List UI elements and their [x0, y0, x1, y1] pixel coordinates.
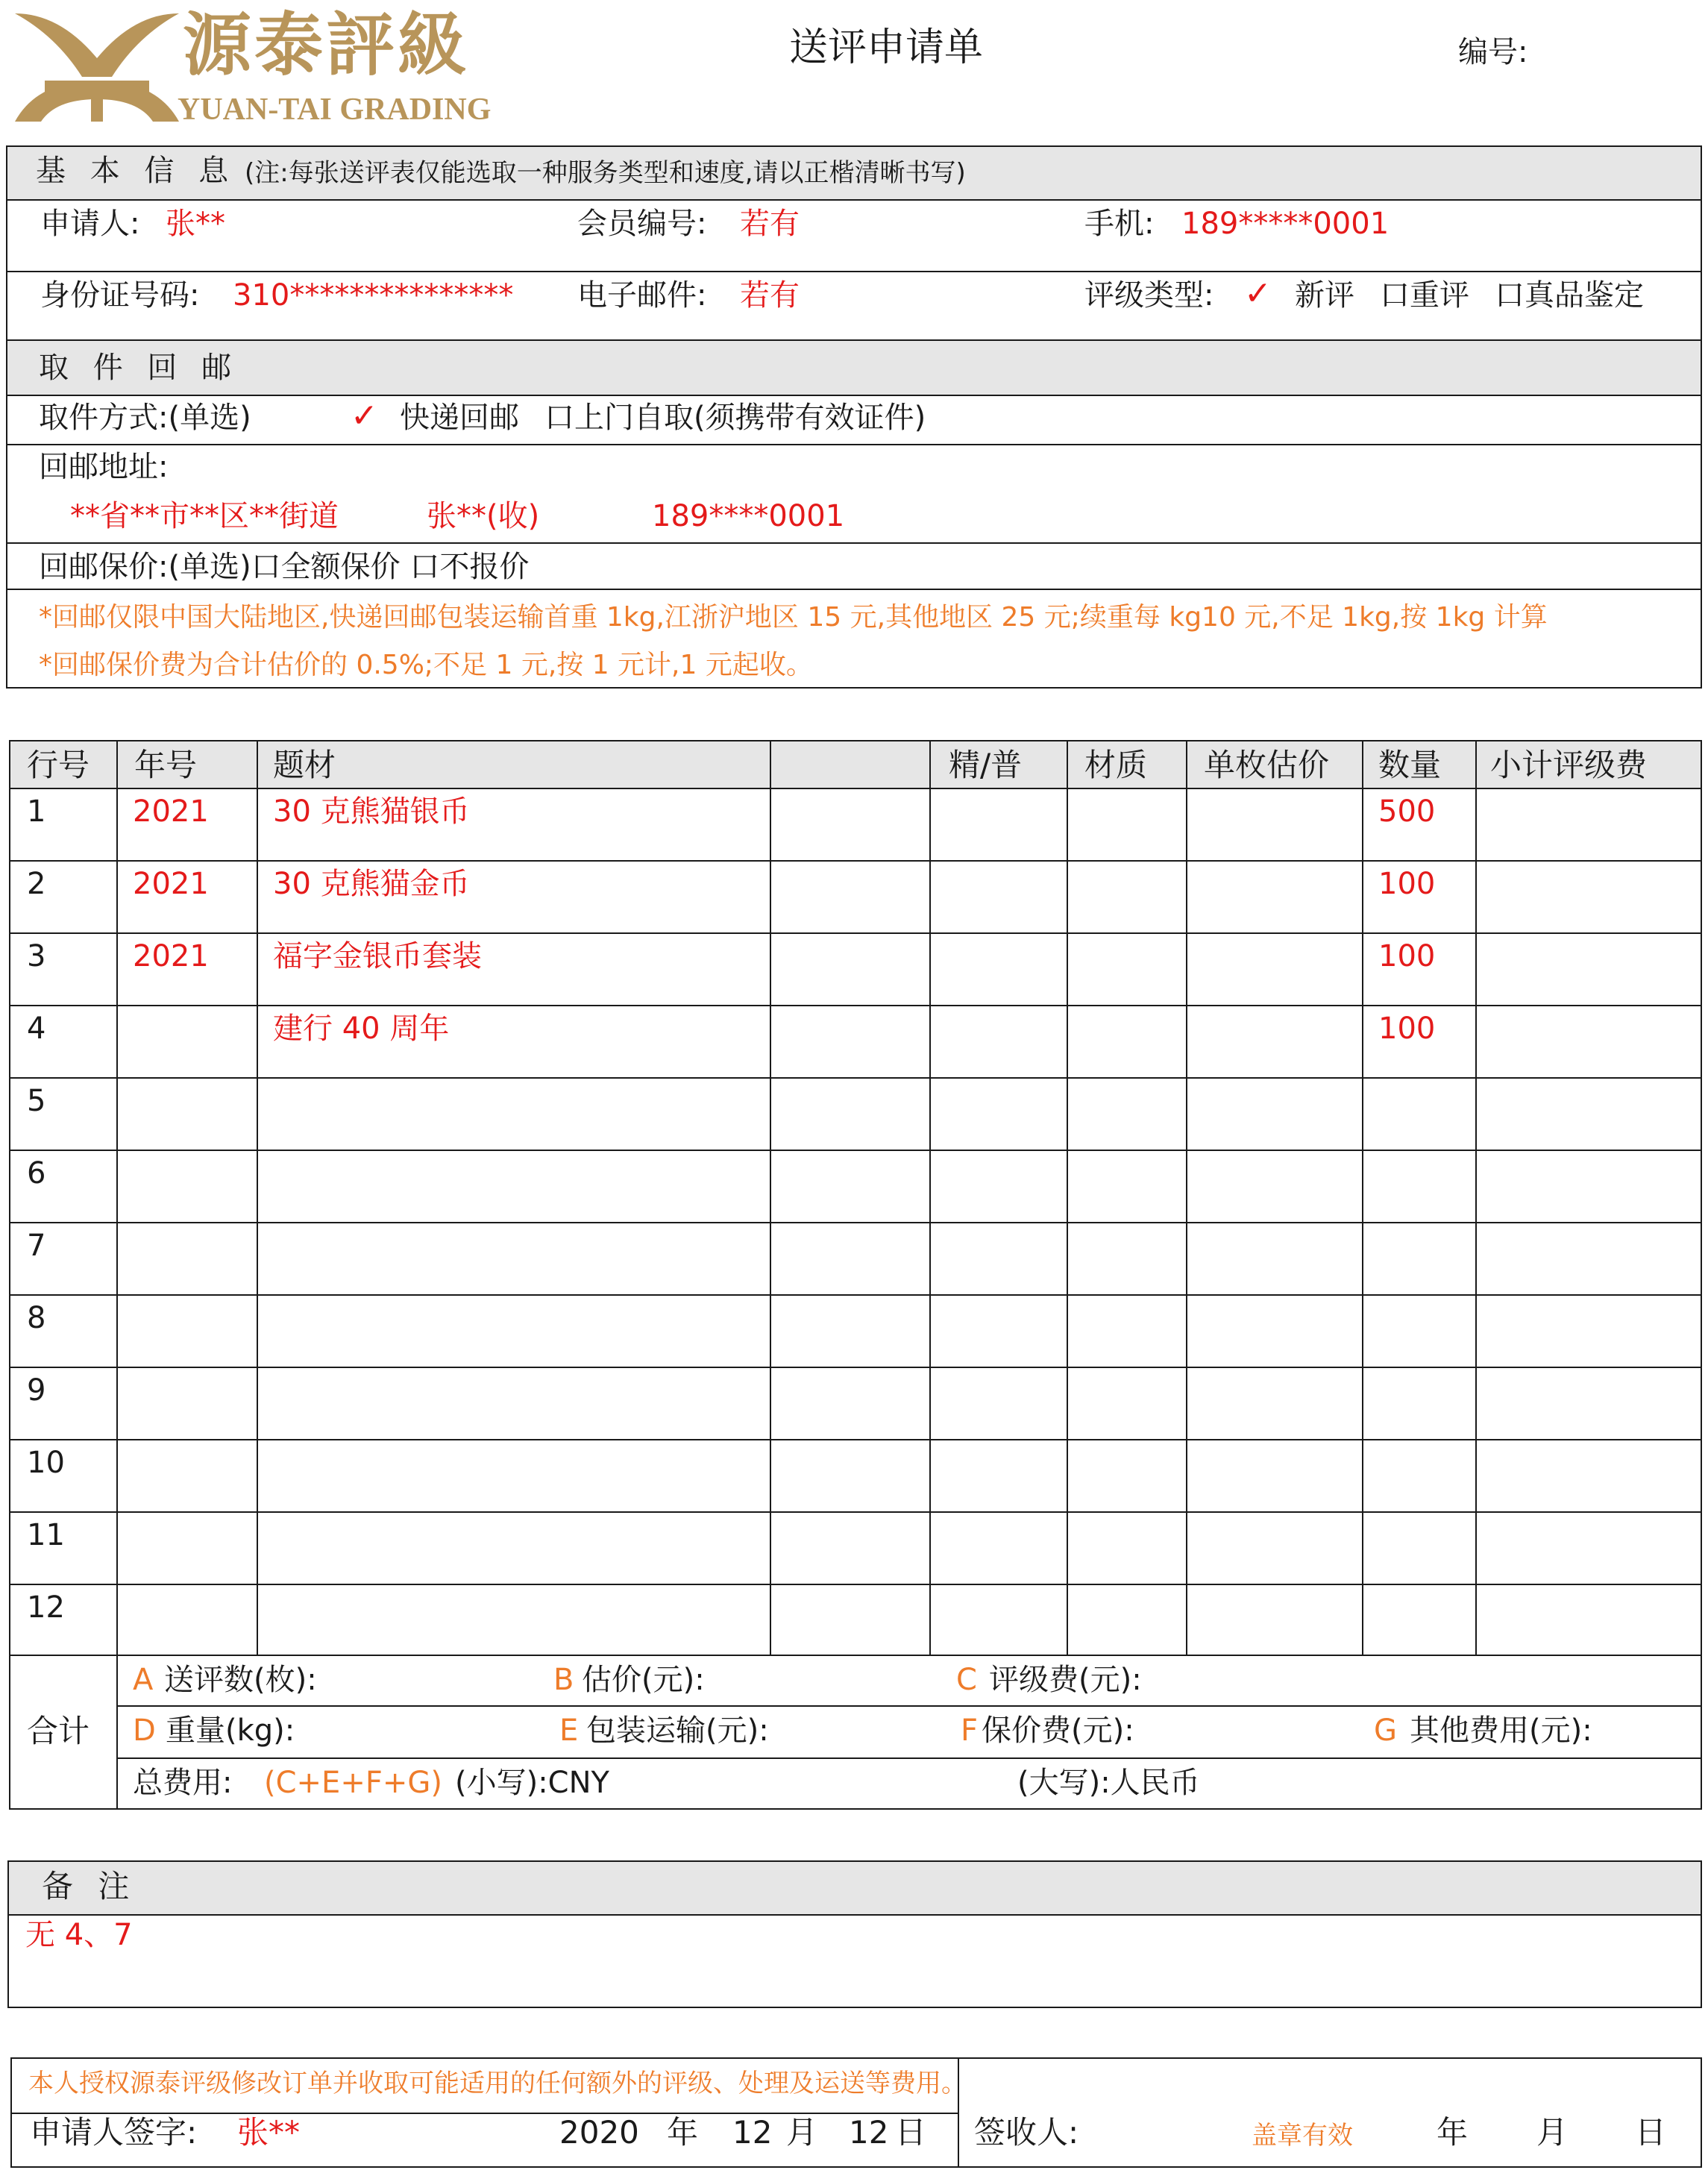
- authorization-statement: 本人授权源泰评级修改订单并收取可能适用的任何额外的评级、处理及运送等费用。: [28, 2069, 967, 2098]
- id-number-label: 身份证号码:: [40, 278, 200, 313]
- total-fee-formula: (C+E+F+G): [264, 1766, 442, 1800]
- recipient-value[interactable]: 张**(收): [427, 499, 540, 533]
- total-count-label: 送评数(枚):: [164, 1663, 317, 1697]
- phone-label: 手机:: [1084, 207, 1155, 241]
- row-number: 10: [27, 1446, 65, 1480]
- basic-info-note: (注:每张送评表仅能选取一种服务类型和速度,请以正楷清晰书写): [245, 158, 966, 188]
- grading-fee-letter: C: [956, 1663, 977, 1697]
- grading-type-label: 评级类型:: [1084, 278, 1214, 313]
- page-title: 送评申请单: [789, 25, 984, 70]
- row-quantity[interactable]: 100: [1378, 939, 1436, 973]
- total-fee-label: 总费用:: [133, 1766, 233, 1800]
- row-subject[interactable]: 建行 40 周年: [273, 1012, 450, 1046]
- pickup-method-express[interactable]: 快递回邮: [400, 401, 519, 435]
- applicant-label: 申请人:: [40, 207, 140, 241]
- row-number: 1: [27, 794, 46, 829]
- col-header-line-no: 行号: [27, 747, 90, 783]
- stamp-note: 盖章有效: [1252, 2121, 1353, 2151]
- sign-year-label: 年: [667, 2114, 699, 2151]
- total-fee-big: (大写):人民币: [1017, 1766, 1200, 1800]
- insurance-fee-label: 保价费(元):: [982, 1713, 1134, 1748]
- row-quantity[interactable]: 100: [1378, 867, 1436, 901]
- receiver-year-label: 年: [1437, 2114, 1469, 2151]
- pickup-method-label: 取件方式:(单选): [39, 401, 251, 435]
- grading-fee-label: 评级费(元):: [989, 1663, 1142, 1697]
- row-number: 12: [27, 1590, 65, 1625]
- row-number: 8: [27, 1301, 46, 1335]
- receiver-month-label: 月: [1536, 2114, 1569, 2151]
- insurance-fee-letter: F: [961, 1713, 979, 1748]
- col-header-material: 材质: [1084, 747, 1148, 783]
- items-table: [9, 740, 1702, 1810]
- member-number-value[interactable]: 若有: [740, 207, 800, 241]
- logo-english-name: YUAN-TAI GRADING: [178, 92, 492, 127]
- total-fee-small: (小写):CNY: [455, 1766, 609, 1800]
- sign-day[interactable]: 12: [849, 2114, 889, 2151]
- return-address-label: 回邮地址:: [39, 450, 169, 484]
- applicant-signature-label: 申请人签字:: [30, 2114, 198, 2151]
- row-number: 3: [27, 939, 46, 973]
- row-quantity[interactable]: 100: [1378, 1012, 1436, 1046]
- row-subject[interactable]: 福字金银币套装: [273, 939, 482, 973]
- row-number: 6: [27, 1156, 46, 1191]
- applicant-value[interactable]: 张**: [166, 207, 225, 241]
- col-header-proof: 精/普: [949, 747, 1023, 783]
- receiver-day-label: 日: [1635, 2114, 1667, 2151]
- sign-year[interactable]: 2020: [559, 2114, 639, 2151]
- row-subject[interactable]: 30 克熊猫银币: [273, 794, 470, 829]
- col-header-subject: 题材: [273, 747, 336, 783]
- sign-month-label: 月: [786, 2114, 818, 2151]
- shipping-note-1: *回邮仅限中国大陆地区,快递回邮包装运输首重 1kg,江浙沪地区 15 元,其他地区 25 元;续重每 kg10 元,不足 1kg,按 1kg 计算: [39, 602, 1548, 633]
- shipping-note-2: *回邮保价费为合计估价的 0.5%;不足 1 元,按 1 元计,1 元起收。: [39, 650, 813, 680]
- shipping-fee-letter: E: [559, 1713, 579, 1748]
- phone-value[interactable]: 189*****0001: [1181, 207, 1390, 241]
- col-header-year: 年号: [134, 747, 198, 783]
- row-year[interactable]: 2021: [133, 794, 209, 829]
- row-quantity[interactable]: 500: [1378, 794, 1436, 829]
- row-number: 7: [27, 1229, 46, 1263]
- total-count-letter: A: [133, 1663, 154, 1697]
- member-number-label: 会员编号:: [577, 207, 707, 241]
- col-header-unit-value: 单枚估价: [1204, 747, 1330, 783]
- logo: [7, 6, 522, 125]
- id-number-value[interactable]: 310***************: [233, 278, 514, 313]
- col-header-subtotal: 小计评级费: [1490, 747, 1648, 783]
- pickup-method-check-icon[interactable]: ✓: [351, 397, 378, 435]
- serial-number-label: 编号:: [1458, 35, 1528, 69]
- row-subject[interactable]: 30 克熊猫金币: [273, 867, 470, 901]
- total-value-label: 估价(元):: [582, 1663, 705, 1697]
- return-insurance-label[interactable]: 回邮保价:(单选)口全额保价 口不报价: [39, 550, 530, 584]
- col-header-quantity: 数量: [1378, 747, 1442, 783]
- row-number: 5: [27, 1084, 46, 1118]
- email-value[interactable]: 若有: [740, 278, 800, 313]
- weight-letter: D: [133, 1713, 156, 1748]
- totals-label: 合计: [27, 1713, 90, 1749]
- grading-type-regrade[interactable]: 口重评: [1380, 278, 1469, 313]
- row-number: 4: [27, 1012, 46, 1046]
- grading-type-check-icon[interactable]: ✓: [1244, 275, 1272, 313]
- recipient-phone-value[interactable]: 189****0001: [652, 499, 845, 533]
- remarks-section: [7, 1860, 1702, 2008]
- grading-type-new[interactable]: 新评: [1295, 278, 1354, 313]
- receiver-label: 签收人:: [974, 2114, 1079, 2151]
- other-fee-label: 其他费用(元):: [1410, 1713, 1592, 1748]
- email-label: 电子邮件:: [577, 278, 707, 313]
- logo-chinese-name: 源泰評級: [183, 4, 470, 85]
- return-address-value[interactable]: **省**市**区**街道: [70, 499, 339, 533]
- grading-type-authentication[interactable]: 口真品鉴定: [1495, 278, 1644, 313]
- weight-label: 重量(kg):: [166, 1713, 295, 1748]
- total-value-letter: B: [553, 1663, 574, 1697]
- pickup-method-self[interactable]: 口上门自取(须携带有效证件): [544, 401, 926, 435]
- shipping-fee-label: 包装运输(元):: [586, 1713, 769, 1748]
- remarks-value[interactable]: 无 4、7: [25, 1918, 133, 1952]
- sign-month[interactable]: 12: [732, 2114, 773, 2151]
- pickup-header: 取 件 回 邮: [39, 351, 239, 385]
- row-year[interactable]: 2021: [133, 867, 209, 901]
- logo-mark-icon: [7, 6, 186, 125]
- remarks-header: 备 注: [42, 1868, 137, 1904]
- row-year[interactable]: 2021: [133, 939, 209, 973]
- sign-day-label: 日: [895, 2114, 927, 2151]
- applicant-signature-value[interactable]: 张**: [237, 2114, 301, 2151]
- row-number: 2: [27, 867, 46, 901]
- row-number: 9: [27, 1373, 46, 1408]
- other-fee-letter: G: [1374, 1713, 1397, 1748]
- row-number: 11: [27, 1518, 65, 1552]
- basic-info-header: 基 本 信 息: [36, 154, 236, 188]
